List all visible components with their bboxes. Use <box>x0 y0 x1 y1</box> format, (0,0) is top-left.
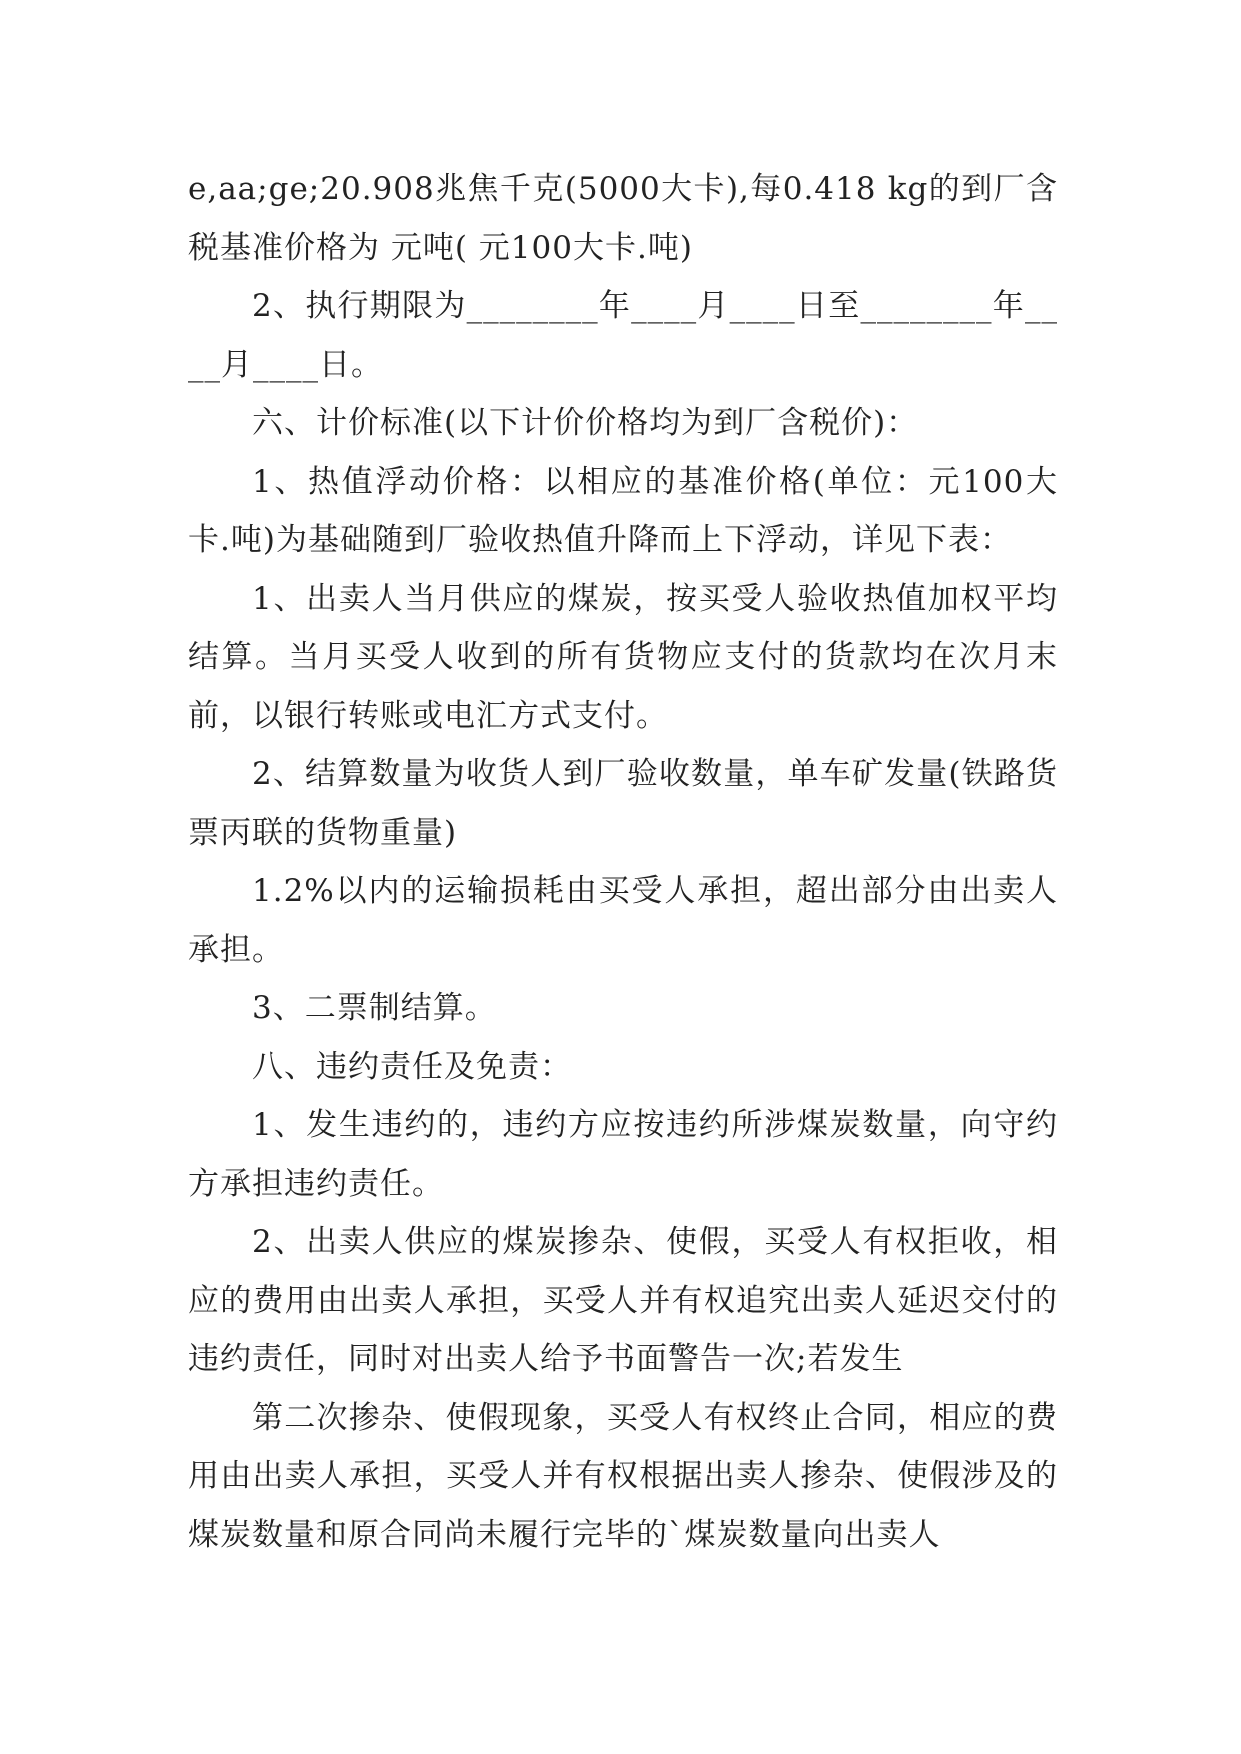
paragraph-floating-price: 1、热值浮动价格：以相应的基准价格(单位：元100大卡.吨)为基础随到厂验收热值升降而上下浮动，详见下表： <box>188 463 1058 558</box>
paragraph-breach-liability: 1、发生违约的，违约方应按违约所涉煤炭数量，向守约方承担违约责任。 <box>188 1107 1058 1202</box>
paragraph-monthly-settlement: 1、出卖人当月供应的煤炭，按买受人验收热值加权平均结算。当月买受人收到的所有货物应支付的货款均在次月末前，以银行转账或电汇方式支付。 <box>188 580 1058 734</box>
section-heading-pricing-standard: 六、计价标准(以下计价价格均为到厂含税价)： <box>252 405 919 441</box>
paragraph-settlement-quantity: 2、结算数量为收货人到厂验收数量，单车矿发量(铁路货票丙联的货物重量) <box>188 756 1058 851</box>
paragraph-adulteration-second: 第二次掺杂、使假现象，买受人有权终止合同，相应的费用由出卖人承担，买受人并有权根据出卖人掺杂、使假涉及的煤炭数量和原合同尚未履行完毕的`煤炭数量向出卖人 <box>188 1399 1058 1553</box>
paragraph-transport-loss: 1.2%以内的运输损耗由买受人承担，超出部分由出卖人承担。 <box>188 873 1058 968</box>
section-heading-liability: 八、违约责任及免责： <box>252 1048 572 1085</box>
paragraph-execution-period: 2、执行期限为________年____月____日至________年____月____日。 <box>188 288 1058 383</box>
paragraph-adulteration-first: 2、出卖人供应的煤炭掺杂、使假，买受人有权拒收，相应的费用由出卖人承担，买受人并有权追究出卖人延迟交付的违约责任，同时对出卖人给予书面警告一次;若发生 <box>188 1224 1058 1377</box>
paragraph-heat-value-price: e,aa;ge;20.908兆焦千克(5000大卡),每0.418 kg的到厂含税基准价格为 元吨( 元100大卡.吨) <box>188 171 1058 266</box>
document-page <box>188 160 1058 1564</box>
paragraph-two-invoice-settlement: 3、二票制结算。 <box>252 990 497 1026</box>
